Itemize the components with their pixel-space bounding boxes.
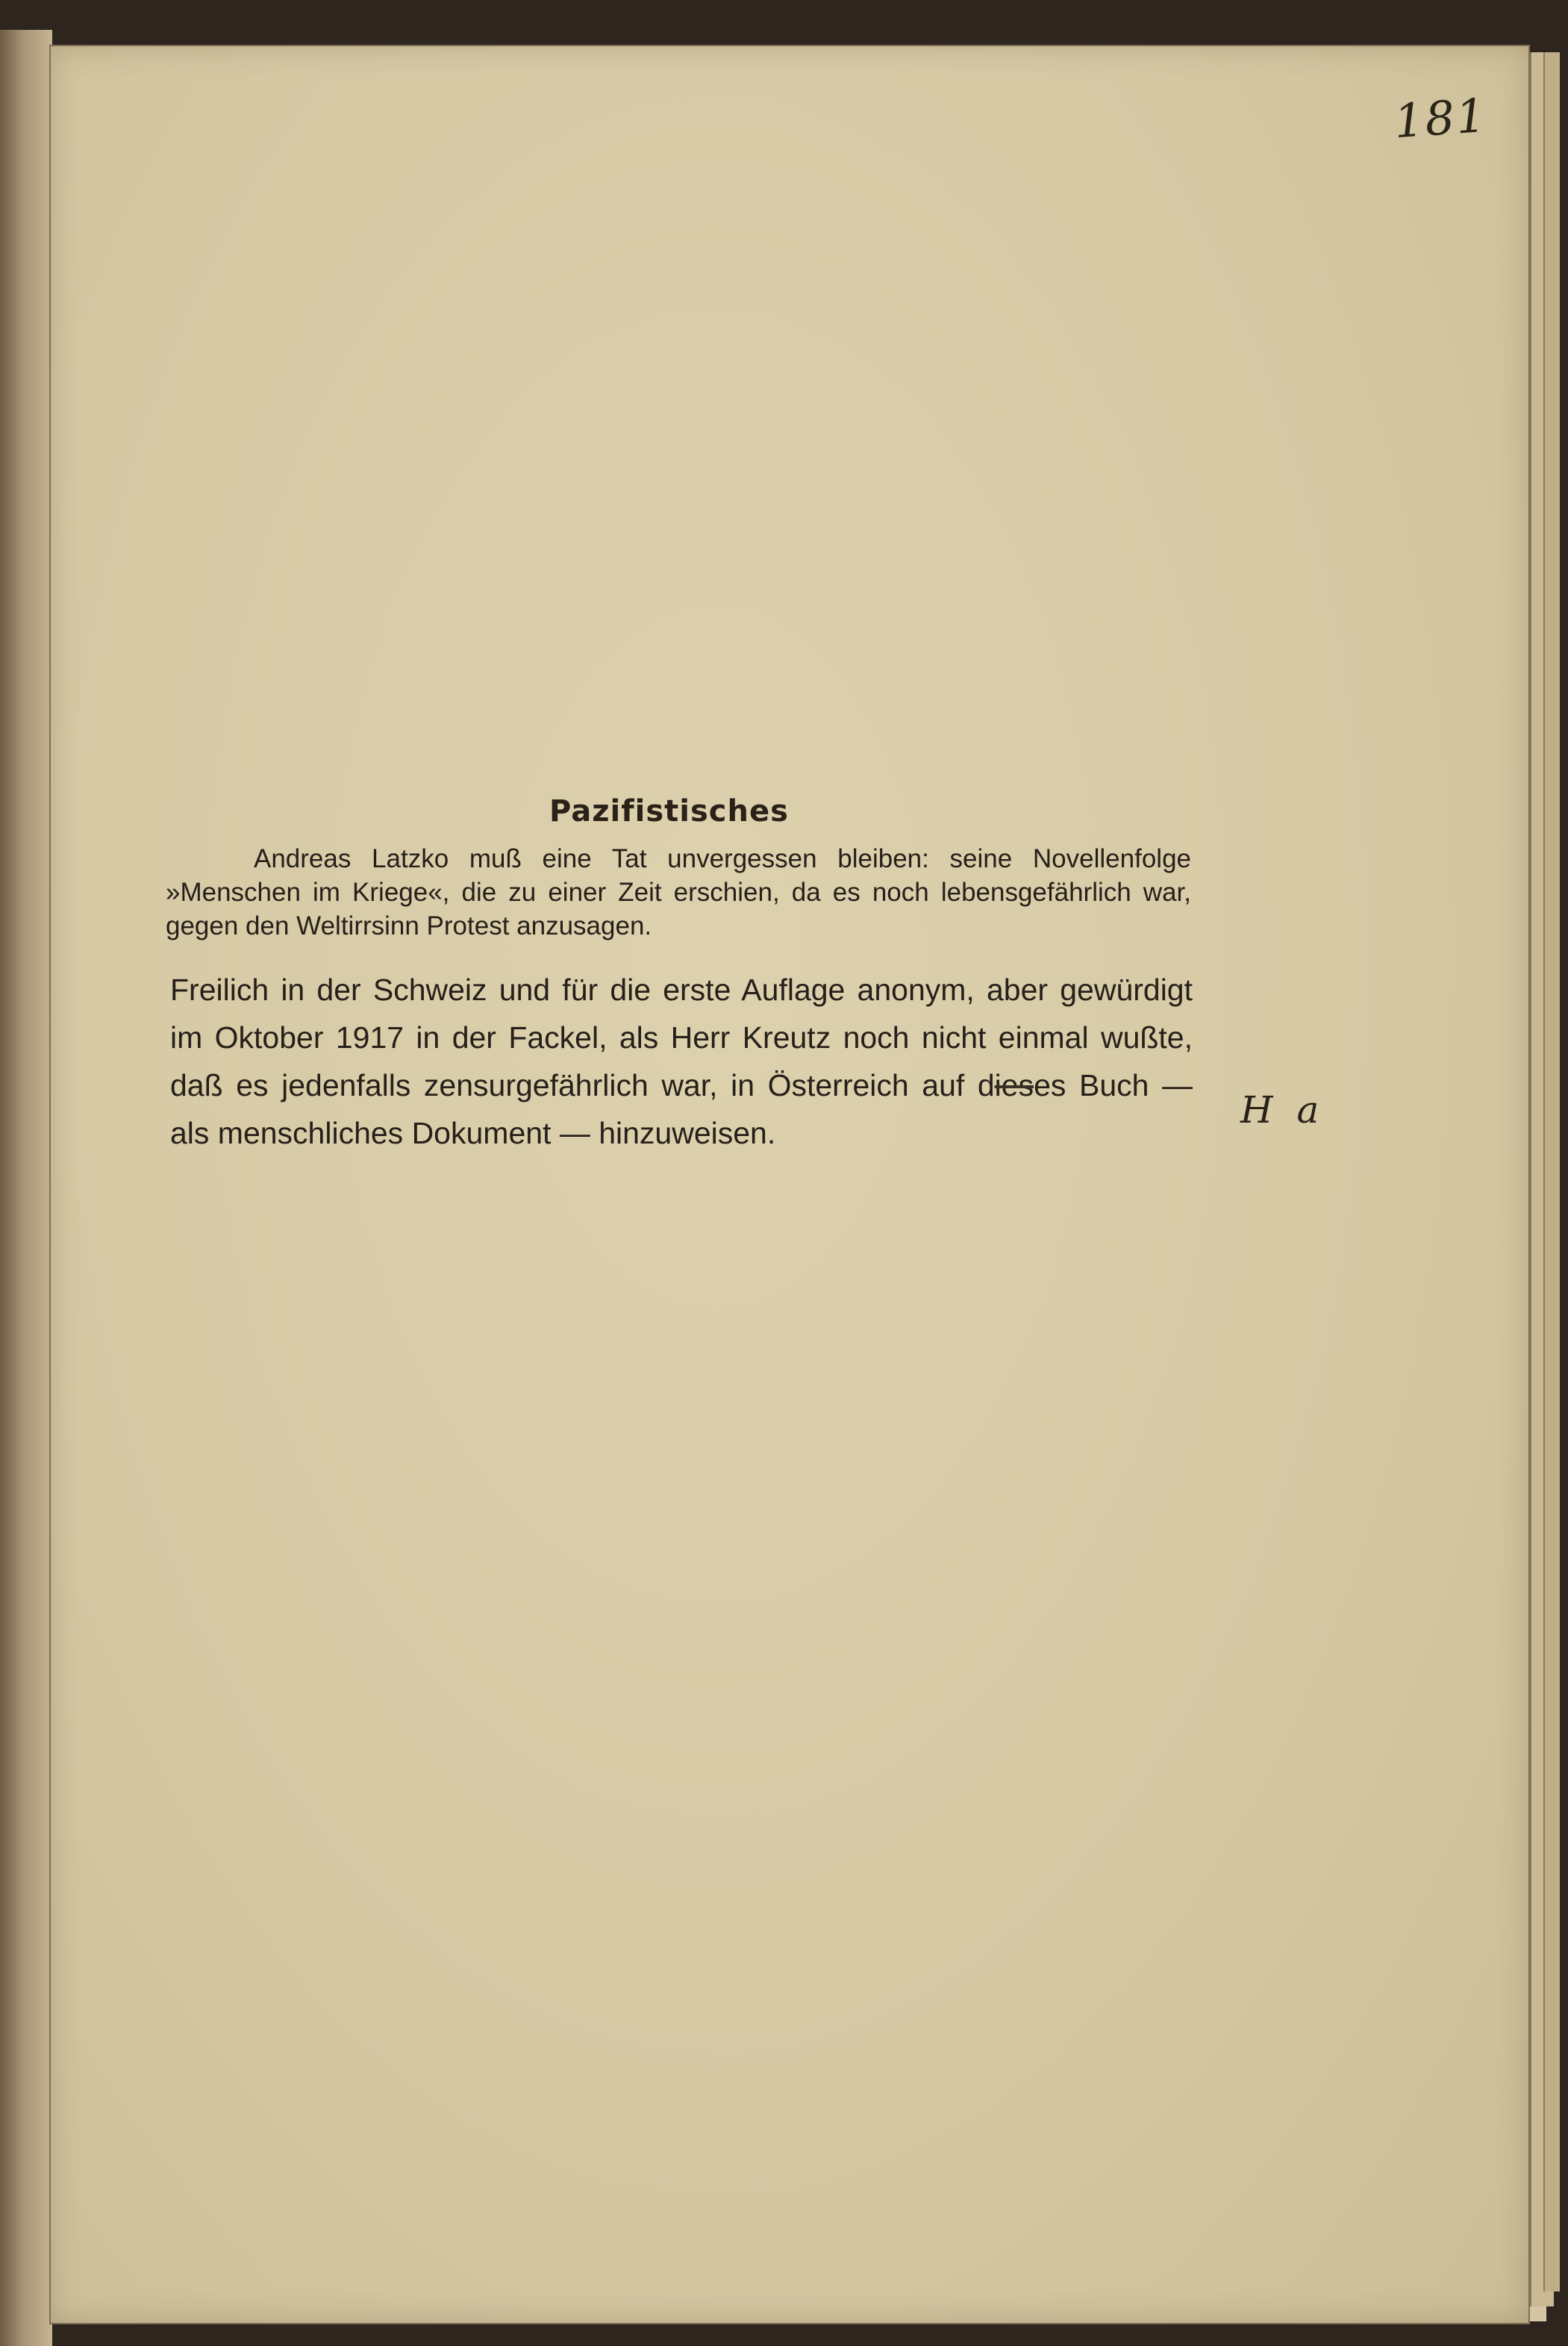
intro-paragraph: Andreas Latzko muß eine Tat unvergessen bleiben: seine Novellenfolge »Menschen im Kriege«, die zu einer Zeit erschien, da es noch lebensgefährlich war, gegen den Weltirrsinn Protest anzusagen. bbox=[166, 844, 1191, 940]
handwritten-margin-note: H a bbox=[1240, 1088, 1325, 1132]
book-binding bbox=[0, 30, 52, 2346]
document-page bbox=[49, 45, 1530, 2324]
kept-letters: es bbox=[1034, 1068, 1066, 1102]
corrected-word bbox=[995, 1068, 1066, 1102]
paragraph-text-before: Freilich in der Schweiz und für die erste Auflage anonym, aber gewürdigt im Oktober 1917 in der Fackel, als Herr Kreutz noch nicht einmal wußte, daß es jedenfalls zensurgefährlich war, in Österreich auf d bbox=[170, 973, 1193, 1102]
paragraph-text-after: Buch — als menschliches Dokument — hinzuweisen. bbox=[170, 1068, 1193, 1150]
page-edge bbox=[1543, 52, 1560, 2292]
correction-paragraph bbox=[170, 966, 1193, 1157]
struck-letters: ies bbox=[994, 1068, 1034, 1102]
section-title: Pazifistisches bbox=[549, 794, 789, 829]
handwritten-page-number: 181 bbox=[1392, 87, 1489, 149]
